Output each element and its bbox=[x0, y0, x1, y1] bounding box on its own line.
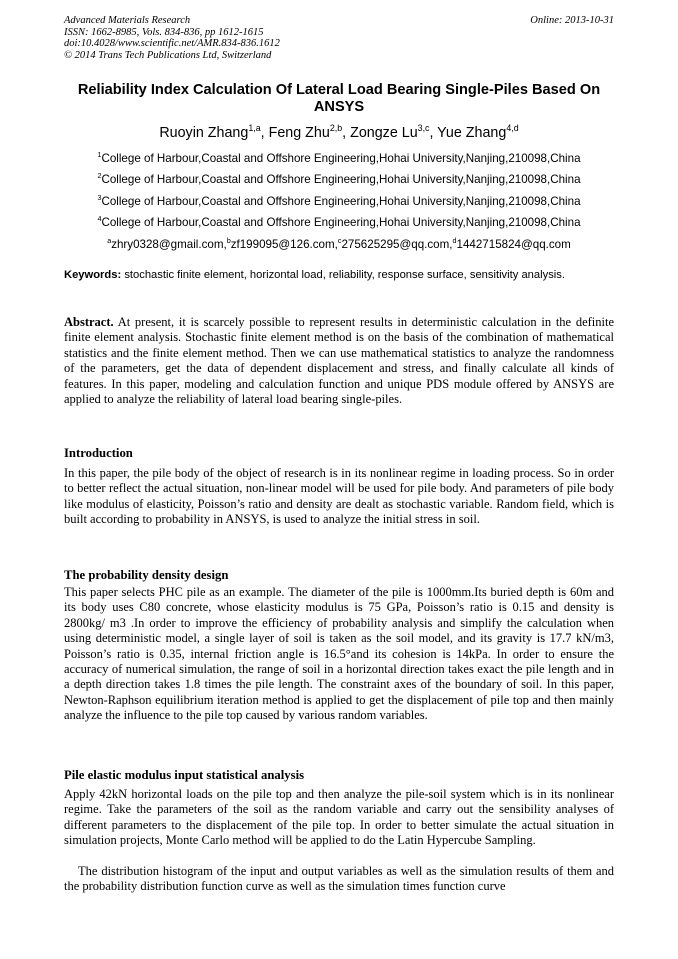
affiliation: $^4$College of Harbour,Coastal and Offshore Engineering,Hohai University,Nanjing,210098,China bbox=[97, 214, 581, 230]
paper-title: Reliability Index Calculation Of Lateral Load Bearing Single-Piles Based On ANSYS bbox=[77, 82, 601, 115]
section-heading-introduction: Introduction bbox=[64, 446, 133, 460]
affiliation-list bbox=[30, 149, 648, 255]
keywords-text: stochastic finite element, horizontal load, reliability, response surface, sensitivity analysis. bbox=[124, 269, 565, 281]
author-name: Ruoyin Zhang bbox=[159, 125, 249, 141]
online-date: Online: 2013-10-31 bbox=[530, 15, 614, 26]
email-link[interactable]: 1442715824@qq.com bbox=[456, 237, 571, 251]
affiliation: $^3$College of Harbour,Coastal and Offshore Engineering,Hohai University,Nanjing,210098,China bbox=[97, 192, 581, 208]
keywords bbox=[64, 268, 614, 283]
introduction-paragraph: In this paper, the pile body of the object of research is in its nonlinear regime in loading process. So in order to better reflect the actual situation, non-linear model will be used for pile body. And parameters of pile body like modulus of elasticity, Poisson’s ratio and density are dealt as stochastic variable. Random field, which is built according to probability in ANSYS, is used to analyze the initial stress in soil. bbox=[64, 466, 614, 527]
author-name: Feng Zhu bbox=[268, 125, 330, 141]
author-sup: 4,d bbox=[506, 123, 519, 134]
email-link[interactable]: 275625295@qq.com, bbox=[341, 237, 453, 251]
author-sup: 1,a bbox=[248, 123, 261, 134]
doi-line: doi:10.4028/www.scientific.net/AMR.834-836.1612 bbox=[64, 38, 280, 50]
section-heading-elastic-modulus: Pile elastic modulus input statistical analysis bbox=[64, 768, 305, 782]
abstract-text: At present, it is scarcely possible to represent results in deterministic calculation in the definite finite element analysis. Stochastic finite element method is on the basis of the combination of mathematical statistics and the finite element method. Then we can use mathematical statistics to analyze the randomness of the parameters, get the data of dependent displacement and stress, and finally calculate all kinds of features. In this paper, modeling and calculation function and unique PDS module offered by ANSYS are applied to analyze the reliability of lateral load bearing single-piles. bbox=[64, 315, 614, 407]
author-sup: 3,c bbox=[417, 123, 430, 134]
journal-header bbox=[64, 15, 280, 61]
email-link[interactable]: zhry0328@gmail.com, bbox=[111, 237, 227, 251]
email-list: $^a$zhry0328@gmail.com,$^b$zf199095@126.com,$^c$275625295@qq.com,$^d$1442715824@qq.com bbox=[107, 235, 571, 251]
affiliation: $^2$College of Harbour,Coastal and Offshore Engineering,Hohai University,Nanjing,210098,China bbox=[97, 171, 581, 187]
journal-name: Advanced Materials Research bbox=[64, 15, 191, 26]
copyright-line: © 2014 Trans Tech Publications Ltd, Switzerland bbox=[64, 49, 272, 61]
author-sup: 2,b bbox=[329, 123, 343, 134]
probability-paragraph: This paper selects PHC pile as an example. The diameter of the pile is 1000mm.Its buried depth is 60m and its body uses C80 concrete, whose elasticity modulus is 75 GPa, Poisson’s ratio is 0.15 and density is 2800kg/ m3 .In order to improve the efficiency of probability analysis and simplify the calculation when using deterministic model, a single layer of soil is taken as the soil model, and its gravity is 17.7 kN/m3, Poisson’s ratio is 0.35, internal friction angle is 16.5°and its cohesion is 14kPa. In order to ensure the accuracy of numerical simulation, the range of soil in a horizontal direction takes exact the pile length and in a depth direction takes 1.8 times the pile length. The constraint axes of the boundary of soil. In this paper, Newton-Raphson equilibrium iteration method is applied to get the displacement of pile top and then mainly analyze the influence to the pile top caused by various random variables. bbox=[64, 585, 614, 723]
author-name: Zongze Lu bbox=[350, 125, 418, 141]
elastic-paragraph-2: The distribution histogram of the input and output variables as well as the simulation results of them and the probability distribution function curve as well as the simulation times function curve bbox=[64, 864, 614, 894]
section-heading-probability: The probability density design bbox=[64, 568, 229, 582]
author-list: Ruoyin Zhang$^{1,a}$, Feng Zhu$^{2,b}$, Zongze Lu$^{3,c}$, Yue Zhang$^{4,d}$ bbox=[159, 123, 519, 141]
affiliation: $^1$College of Harbour,Coastal and Offshore Engineering,Hohai University,Nanjing,210098,China bbox=[97, 150, 581, 165]
elastic-paragraph-1: Apply 42kN horizontal loads on the pile top and then analyze the pile-soil system which is in its nonlinear regime. Take the parameters of the soil as the random variable and carry out the sensibility analyses of different parameters to the displacement of the pile top. In order to better simulate the actual situation in simulation projects, Monte Carlo method will be applied to do the Latin Hypercube Sampling. bbox=[64, 787, 614, 848]
issn-line: ISSN: 1662-8985, Vols. 834-836, pp 1612-1615 bbox=[64, 26, 264, 38]
abstract bbox=[64, 315, 614, 407]
keywords-label: Keywords: bbox=[64, 269, 122, 281]
abstract-label: Abstract. bbox=[64, 315, 114, 329]
email-link[interactable]: zf199095@126.com, bbox=[230, 237, 338, 251]
author-name: Yue Zhang bbox=[437, 125, 507, 141]
